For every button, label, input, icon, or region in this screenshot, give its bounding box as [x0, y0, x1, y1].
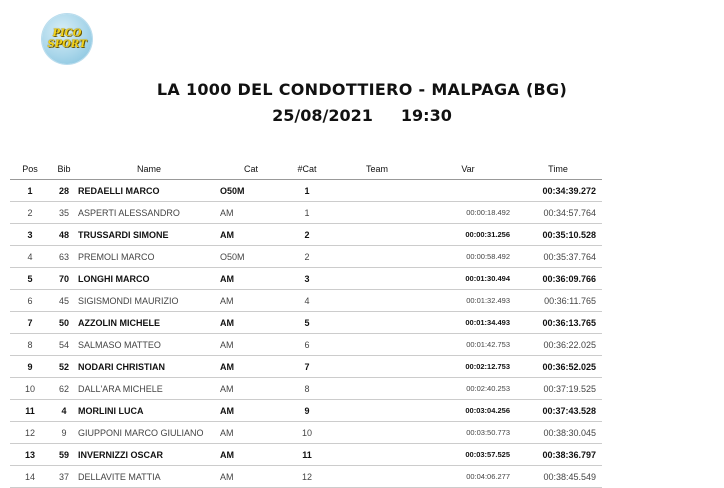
cell-catpos: 10: [282, 422, 332, 444]
cell-catpos: 9: [282, 400, 332, 422]
cell-var: 00:01:34.493: [422, 312, 514, 334]
cell-var: 00:01:42.753: [422, 334, 514, 356]
cell-team: [332, 356, 422, 378]
cell-team: [332, 180, 422, 202]
table-row: [10, 202, 602, 224]
cell-bib: 28: [50, 180, 78, 202]
table-row: [10, 224, 602, 246]
cell-bib: 50: [50, 312, 78, 334]
cell-pos: 10: [10, 378, 50, 400]
cell-cat: AM: [220, 334, 282, 356]
race-date: 25/08/2021: [272, 106, 373, 125]
cell-bib: 45: [50, 290, 78, 312]
cell-catpos: 12: [282, 466, 332, 488]
cell-time: 00:36:09.766: [514, 268, 602, 290]
cell-cat: AM: [220, 400, 282, 422]
cell-bib: 9: [50, 422, 78, 444]
cell-name: GIUPPONI MARCO GIULIANO: [78, 422, 220, 444]
col-header-team: Team: [332, 158, 422, 180]
cell-time: 00:35:37.764: [514, 246, 602, 268]
cell-pos: 9: [10, 356, 50, 378]
table-row: [10, 378, 602, 400]
cell-name: NODARI CHRISTIAN: [78, 356, 220, 378]
cell-name: ASPERTI ALESSANDRO: [78, 202, 220, 224]
results-table: [10, 158, 602, 488]
table-row: [10, 400, 602, 422]
cell-pos: 7: [10, 312, 50, 334]
col-header-catpos: #Cat: [282, 158, 332, 180]
cell-bib: 59: [50, 444, 78, 466]
cell-time: 00:34:57.764: [514, 202, 602, 224]
table-row: [10, 268, 602, 290]
cell-name: SALMASO MATTEO: [78, 334, 220, 356]
cell-catpos: 2: [282, 224, 332, 246]
col-header-bib: Bib: [50, 158, 78, 180]
cell-var: 00:00:18.492: [422, 202, 514, 224]
col-header-name: Name: [78, 158, 220, 180]
cell-catpos: 11: [282, 444, 332, 466]
cell-cat: AM: [220, 466, 282, 488]
cell-time: 00:38:30.045: [514, 422, 602, 444]
cell-team: [332, 444, 422, 466]
cell-team: [332, 202, 422, 224]
cell-pos: 14: [10, 466, 50, 488]
cell-name: LONGHI MARCO: [78, 268, 220, 290]
cell-team: [332, 466, 422, 488]
cell-pos: 13: [10, 444, 50, 466]
cell-name: DALL'ARA MICHELE: [78, 378, 220, 400]
cell-team: [332, 268, 422, 290]
cell-cat: AM: [220, 356, 282, 378]
cell-cat: AM: [220, 378, 282, 400]
cell-bib: 52: [50, 356, 78, 378]
cell-bib: 48: [50, 224, 78, 246]
table-row: [10, 180, 602, 202]
cell-bib: 4: [50, 400, 78, 422]
cell-cat: AM: [220, 224, 282, 246]
cell-pos: 2: [10, 202, 50, 224]
cell-catpos: 3: [282, 268, 332, 290]
cell-var: 00:03:57.525: [422, 444, 514, 466]
cell-team: [332, 246, 422, 268]
table-row: [10, 290, 602, 312]
cell-cat: AM: [220, 268, 282, 290]
col-header-cat: Cat: [220, 158, 282, 180]
cell-name: SIGISMONDI MAURIZIO: [78, 290, 220, 312]
race-time: 19:30: [400, 106, 452, 125]
cell-cat: AM: [220, 312, 282, 334]
table-row: [10, 444, 602, 466]
cell-time: 00:36:11.765: [514, 290, 602, 312]
pico-sport-logo: [42, 14, 92, 64]
cell-bib: 62: [50, 378, 78, 400]
results-header-row: [10, 158, 602, 180]
cell-name: TRUSSARDI SIMONE: [78, 224, 220, 246]
cell-cat: AM: [220, 290, 282, 312]
logo-line-1: PICO: [52, 28, 82, 39]
cell-catpos: 4: [282, 290, 332, 312]
cell-time: 00:38:45.549: [514, 466, 602, 488]
cell-catpos: 1: [282, 180, 332, 202]
race-datetime: [0, 106, 724, 125]
cell-var: 00:03:04.256: [422, 400, 514, 422]
col-header-var: Var: [422, 158, 514, 180]
table-row: [10, 334, 602, 356]
table-row: [10, 422, 602, 444]
cell-var: 00:03:50.773: [422, 422, 514, 444]
cell-time: 00:37:43.528: [514, 400, 602, 422]
cell-var: [422, 180, 514, 202]
cell-var: 00:01:30.494: [422, 268, 514, 290]
cell-cat: AM: [220, 202, 282, 224]
table-row: [10, 246, 602, 268]
col-header-time: Time: [514, 158, 602, 180]
cell-name: MORLINI LUCA: [78, 400, 220, 422]
cell-catpos: 6: [282, 334, 332, 356]
cell-name: INVERNIZZI OSCAR: [78, 444, 220, 466]
col-header-pos: Pos: [10, 158, 50, 180]
table-row: [10, 466, 602, 488]
cell-pos: 8: [10, 334, 50, 356]
cell-pos: 5: [10, 268, 50, 290]
cell-catpos: 8: [282, 378, 332, 400]
cell-bib: 70: [50, 268, 78, 290]
cell-var: 00:01:32.493: [422, 290, 514, 312]
cell-bib: 63: [50, 246, 78, 268]
cell-bib: 37: [50, 466, 78, 488]
cell-time: 00:37:19.525: [514, 378, 602, 400]
cell-time: 00:36:22.025: [514, 334, 602, 356]
cell-name: AZZOLIN MICHELE: [78, 312, 220, 334]
cell-pos: 1: [10, 180, 50, 202]
cell-team: [332, 290, 422, 312]
cell-cat: O50M: [220, 180, 282, 202]
cell-team: [332, 334, 422, 356]
cell-catpos: 2: [282, 246, 332, 268]
cell-var: 00:02:12.753: [422, 356, 514, 378]
cell-cat: AM: [220, 422, 282, 444]
cell-catpos: 7: [282, 356, 332, 378]
cell-time: 00:38:36.797: [514, 444, 602, 466]
cell-team: [332, 422, 422, 444]
cell-var: 00:02:40.253: [422, 378, 514, 400]
cell-time: 00:34:39.272: [514, 180, 602, 202]
cell-catpos: 5: [282, 312, 332, 334]
cell-bib: 35: [50, 202, 78, 224]
cell-time: 00:36:52.025: [514, 356, 602, 378]
race-title: LA 1000 DEL CONDOTTIERO - MALPAGA (BG): [156, 80, 568, 99]
cell-pos: 6: [10, 290, 50, 312]
cell-bib: 54: [50, 334, 78, 356]
cell-pos: 3: [10, 224, 50, 246]
cell-team: [332, 400, 422, 422]
cell-team: [332, 224, 422, 246]
cell-var: 00:00:31.256: [422, 224, 514, 246]
cell-name: DELLAVITE MATTIA: [78, 466, 220, 488]
logo-line-2: SPORT: [47, 39, 87, 50]
cell-name: PREMOLI MARCO: [78, 246, 220, 268]
cell-var: 00:00:58.492: [422, 246, 514, 268]
cell-cat: AM: [220, 444, 282, 466]
cell-cat: O50M: [220, 246, 282, 268]
table-row: [10, 356, 602, 378]
table-row: [10, 312, 602, 334]
cell-name: REDAELLI MARCO: [78, 180, 220, 202]
cell-catpos: 1: [282, 202, 332, 224]
cell-pos: 4: [10, 246, 50, 268]
cell-pos: 12: [10, 422, 50, 444]
cell-team: [332, 378, 422, 400]
cell-pos: 11: [10, 400, 50, 422]
cell-time: 00:35:10.528: [514, 224, 602, 246]
cell-var: 00:04:06.277: [422, 466, 514, 488]
cell-time: 00:36:13.765: [514, 312, 602, 334]
cell-team: [332, 312, 422, 334]
